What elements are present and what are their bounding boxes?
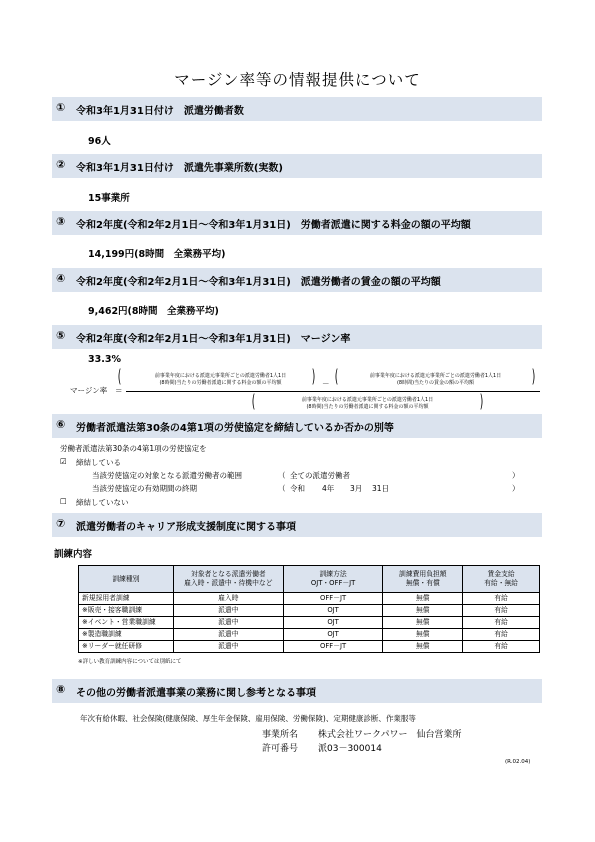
unchecked-checkbox[interactable]: ☐ — [60, 497, 67, 506]
table-cell: 無償 — [383, 605, 463, 617]
scope-value: 全ての派遣労働者 — [290, 471, 350, 480]
formula-equals: ＝ — [115, 386, 123, 395]
header-text: 訓練種別 — [112, 574, 140, 583]
table-cell: 雇入時 — [173, 593, 283, 605]
table-cell: 無償 — [383, 641, 463, 653]
table-header-row — [79, 566, 540, 593]
table-cell: 新規採用者訓練 — [79, 593, 174, 605]
scope-open: （ — [278, 471, 286, 480]
bracket-open: ( — [334, 366, 339, 387]
header-target-worker — [173, 566, 283, 593]
section-number: ③ — [56, 215, 66, 228]
table-row — [79, 641, 540, 653]
term-end-label: 当該労使協定の有効期間の終期 — [92, 484, 197, 493]
section-number: ⑧ — [56, 683, 66, 696]
section-number: ⑤ — [56, 329, 66, 342]
bracket-close: ) — [479, 391, 484, 412]
section-title: 派遣労働者のキャリア形成支援制度に関する事項 — [76, 522, 296, 533]
section-4-header — [52, 268, 542, 292]
training-note: ※詳しい教育訓練内容については別紙にて — [78, 659, 182, 665]
section-3-header — [52, 211, 542, 235]
table-cell: 有給 — [463, 593, 540, 605]
agreement-intro: 労働者派遣法第30条の4第1項の労使協定を — [60, 444, 207, 453]
formula-text: 前事業年度における派遣元事業所ごとの派遣労働者1人1日 — [154, 373, 287, 379]
table-row — [79, 629, 540, 641]
table-cell: 無償 — [383, 617, 463, 629]
section-number: ⑥ — [56, 418, 66, 431]
section-title: その他の労働者派遣事業の業務に関し参考となる事項 — [76, 688, 316, 699]
scope-close: ） — [512, 471, 520, 480]
term-end-year: 4年 — [322, 484, 335, 493]
formula-text: 前事業年度における派遣元事業所ごとの派遣労働者1人1日 — [301, 397, 434, 403]
term-end-month: 3月 — [350, 484, 363, 493]
checked-checkbox[interactable]: ☑ — [60, 457, 67, 466]
table-cell: 派遣中 — [173, 605, 283, 617]
unchecked-label: 締結していない — [76, 498, 129, 507]
table-cell: OJT — [283, 629, 383, 641]
formula-numerator-a — [128, 373, 313, 386]
section-title: 令和3年1月31日付け 派遣労働者数 — [76, 106, 244, 117]
table-row — [79, 605, 540, 617]
version-code: (R.02.04) — [505, 759, 531, 765]
table-cell: 派遣中 — [173, 641, 283, 653]
average-wage: 9,462円(8時間 全業務平均) — [88, 306, 219, 317]
formula-text: (8時間)当たりの賃金の額の平均額 — [396, 379, 475, 386]
formula-denominator — [260, 397, 475, 410]
table-cell: 有給 — [463, 605, 540, 617]
formula-label: マージン率 — [70, 386, 108, 395]
bracket-close: ) — [531, 366, 536, 387]
formula-numerator-b — [343, 373, 528, 386]
header-method — [283, 566, 383, 593]
formula-minus: － — [322, 379, 330, 388]
fraction-line — [126, 391, 540, 392]
permit-number-label: 許可番号 — [262, 744, 299, 754]
table-cell: 派遣中 — [173, 617, 283, 629]
table-cell: ※製造職訓練 — [79, 629, 174, 641]
formula-text: 前事業年度における派遣元事業所ごとの派遣労働者1人1日 — [369, 373, 502, 379]
section-7-header — [52, 513, 542, 537]
worker-count: 96人 — [88, 136, 111, 147]
page-title: マージン率等の情報提供について — [174, 71, 421, 89]
section-title: 労働者派遣法第30条の4第1項の労使協定を締結しているか否かの別等 — [76, 423, 394, 434]
client-office-count: 15事業所 — [88, 193, 130, 204]
header-text: 対象者となる派遣労働者 — [190, 570, 266, 578]
section-1-header — [52, 97, 542, 121]
section-5-header — [52, 325, 542, 349]
checked-label: 締結している — [76, 458, 121, 467]
table-cell: 派遣中 — [173, 629, 283, 641]
header-text: 賃金支給 — [487, 570, 515, 578]
table-cell: OJT — [283, 617, 383, 629]
table-cell: OFF－JT — [283, 593, 383, 605]
header-text: 訓練費用負担額 — [399, 570, 447, 578]
section-title: 令和2年度(令和2年2月1日～令和3年1月31日) マージン率 — [76, 334, 351, 345]
table-cell: 有給 — [463, 641, 540, 653]
header-subtext: 有給・無給 — [484, 579, 519, 587]
header-wage — [463, 566, 540, 593]
training-table — [78, 565, 540, 653]
section-number: ① — [56, 101, 66, 114]
table-cell: 有給 — [463, 629, 540, 641]
section-title: 令和3年1月31日付け 派遣先事業所数(実数) — [76, 163, 283, 174]
header-subtext: 雇入時・派遣中・待機中など — [184, 579, 273, 587]
scope-label: 当該労使協定の対象となる派遣労働者の範囲 — [92, 471, 242, 480]
training-heading: 訓練内容 — [54, 549, 93, 560]
table-cell: 無償 — [383, 593, 463, 605]
section-8-header — [52, 679, 542, 703]
section-6-header — [52, 414, 542, 438]
other-info: 年次有給休暇、社会保険(健康保険、厚生年金保険、雇用保険、労働保険)、定期健康診断、作業服等 — [80, 714, 416, 723]
bracket-open: ( — [117, 366, 122, 387]
formula-text: (8時間)当たりの労働者派遣に関する料金の額の平均額 — [306, 403, 429, 410]
table-cell: 無償 — [383, 629, 463, 641]
header-subtext: OJT・OFF－JT — [310, 579, 356, 587]
section-number: ④ — [56, 272, 66, 285]
table-cell: OJT — [283, 605, 383, 617]
section-title: 令和2年度(令和2年2月1日～令和3年1月31日) 労働者派遣に関する料金の額の平均額 — [76, 220, 471, 231]
section-title: 令和2年度(令和2年2月1日～令和3年1月31日) 派遣労働者の賃金の額の平均額 — [76, 277, 441, 288]
bracket-close: ) — [311, 366, 316, 387]
header-text: 訓練方法 — [319, 570, 347, 578]
section-2-header — [52, 154, 542, 178]
office-name-value: 株式会社ワークパワー 仙台営業所 — [318, 730, 462, 740]
table-row — [79, 593, 540, 605]
margin-rate: 33.3% — [88, 354, 121, 365]
header-cost — [383, 566, 463, 593]
header-training-type — [79, 566, 174, 593]
header-subtext: 無償・有償 — [405, 579, 440, 587]
term-end-close: ） — [512, 484, 520, 493]
section-number: ⑦ — [56, 517, 66, 530]
term-end-era: 令和 — [290, 484, 305, 493]
table-cell: ※イベント・営業職訓練 — [79, 617, 174, 629]
average-fee: 14,199円(8時間 全業務平均) — [88, 249, 226, 260]
term-end-open: （ — [278, 484, 286, 493]
table-cell: ※販売・接客職訓練 — [79, 605, 174, 617]
table-cell: ※リーダー就任研修 — [79, 641, 174, 653]
table-row — [79, 617, 540, 629]
table-cell: 有給 — [463, 617, 540, 629]
office-name-label: 事業所名 — [262, 730, 299, 740]
formula-text: (8時間)当たりの労働者派遣に関する料金の額の平均額 — [159, 379, 282, 386]
permit-number-value: 派03－300014 — [318, 744, 382, 754]
table-cell: OFF－JT — [283, 641, 383, 653]
term-end-day: 31日 — [372, 484, 390, 493]
bracket-open: ( — [251, 391, 256, 412]
section-number: ② — [56, 158, 66, 171]
